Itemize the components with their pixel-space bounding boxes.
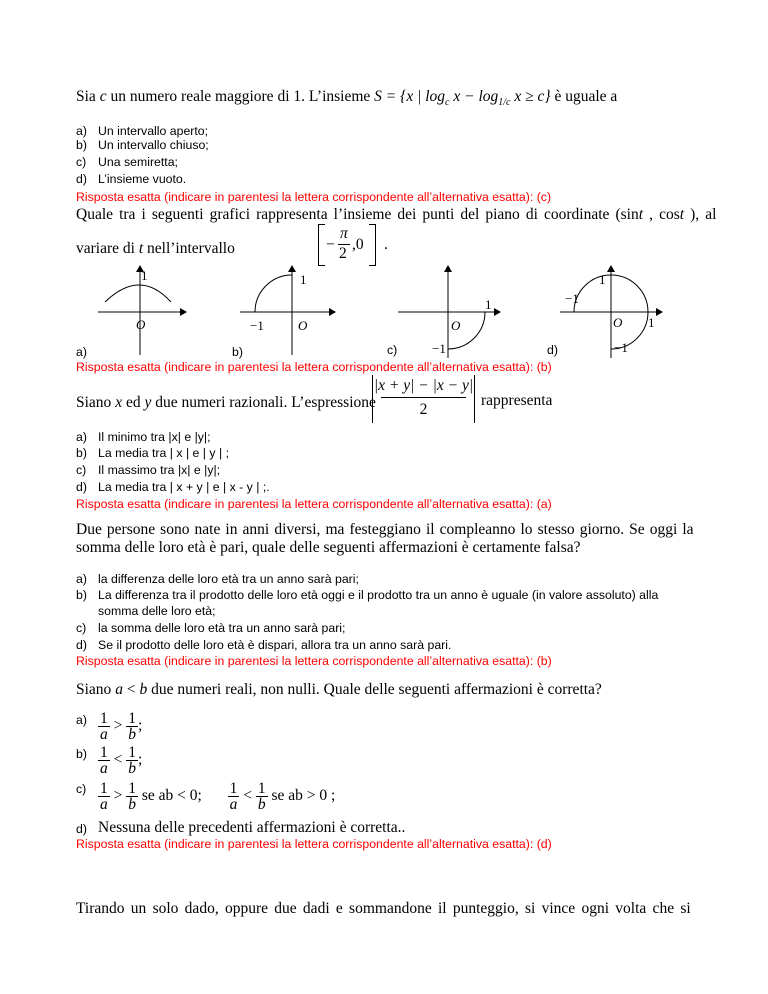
denominator: b bbox=[128, 796, 136, 813]
graph-c-label-minus-one: −1 bbox=[432, 341, 446, 356]
q1-option-a bbox=[76, 124, 208, 138]
q3-option-b bbox=[76, 446, 229, 460]
q2-graphs bbox=[0, 260, 768, 370]
fraction bbox=[98, 745, 110, 776]
option-letter: c) bbox=[76, 621, 87, 635]
q3-expression bbox=[372, 375, 475, 423]
q2-line1-end: ), al bbox=[684, 206, 717, 223]
graph-d bbox=[560, 266, 662, 358]
q5-semicolon: ; bbox=[138, 717, 143, 735]
option-letter: d) bbox=[76, 638, 87, 652]
q1-set-end: x ≥ c} bbox=[510, 88, 551, 105]
option-letter: a) bbox=[76, 572, 87, 586]
graph-d-origin: O bbox=[613, 315, 623, 330]
graph-d-label-minus-one: −1 bbox=[565, 291, 579, 306]
q5-var-b: b bbox=[139, 681, 148, 698]
fraction bbox=[126, 745, 138, 776]
q1-answer: Risposta esatta (indicare in parentesi la lettera corrispondente all’alternativa esatta): (c) bbox=[76, 190, 552, 204]
graph-letter-a: a) bbox=[76, 345, 87, 359]
q3-fraction-bar bbox=[381, 397, 466, 398]
q4-option-c bbox=[76, 621, 345, 635]
q5-answer: Risposta esatta (indicare in parentesi la lettera corrispondente all’alternativa esatta): (d) bbox=[76, 837, 552, 851]
option-letter: b) bbox=[76, 446, 87, 460]
q1-text-end: è uguale a bbox=[550, 88, 618, 105]
q5-option-b bbox=[98, 745, 142, 776]
q2-var-t: t bbox=[138, 240, 144, 257]
q4-option-a bbox=[76, 572, 359, 586]
q5-text bbox=[76, 681, 602, 699]
q4-line1: Due persone sono nate in anni diversi, ma festeggiano il compleanno lo stesso giorno. Se oggi la bbox=[76, 521, 694, 538]
q5-lt-sign: < bbox=[243, 787, 252, 805]
q2-var-t: t bbox=[679, 206, 685, 223]
q1-option-c bbox=[76, 155, 178, 169]
option-text: Se il prodotto delle loro età è dispari, allora tra un anno sarà pari. bbox=[98, 638, 452, 652]
interval-zero: ,0 bbox=[352, 236, 364, 253]
q4-option-d bbox=[76, 638, 451, 652]
q5-letter-a: a) bbox=[76, 713, 87, 727]
denominator: b bbox=[128, 760, 136, 777]
numerator: 1 bbox=[128, 710, 136, 727]
q3-ed: ed bbox=[122, 394, 145, 411]
graph-c bbox=[398, 266, 500, 358]
graph-a-arc bbox=[105, 285, 171, 302]
q1-sub1: c bbox=[445, 97, 450, 109]
q3-option-a bbox=[76, 430, 211, 444]
q5-gt: > bbox=[113, 717, 123, 735]
q5-option-a bbox=[98, 711, 142, 742]
q2-line1 bbox=[76, 206, 716, 224]
q5-gt: > bbox=[113, 787, 123, 805]
q5-var-a: a bbox=[115, 681, 123, 698]
q3-expr-denominator: 2 bbox=[419, 401, 428, 418]
graph-letter-d: d) bbox=[547, 343, 558, 357]
option-text: somma delle loro età; bbox=[98, 604, 216, 618]
q1-sub2: 1/c bbox=[498, 97, 511, 109]
q1-option-d bbox=[76, 172, 186, 186]
q1-text-after: un numero reale maggiore di 1. L’insieme bbox=[106, 88, 375, 105]
fraction bbox=[228, 781, 240, 812]
q4-line2: somma delle loro età è pari, quale delle seguenti affermazioni è certamente falsa? bbox=[76, 539, 581, 556]
interval-pi: π bbox=[340, 225, 348, 242]
q5-cond2: se ab > 0 ; bbox=[271, 787, 336, 805]
option-letter: d) bbox=[76, 172, 87, 186]
graph-letter-c: c) bbox=[387, 343, 398, 357]
option-letter: a) bbox=[76, 124, 87, 138]
graph-a bbox=[98, 266, 186, 355]
graph-b bbox=[240, 266, 335, 355]
q3-text-before: Siano bbox=[76, 394, 116, 411]
option-letter: a) bbox=[76, 430, 87, 444]
fraction bbox=[126, 781, 138, 812]
q2-line1-mid: , cos bbox=[643, 206, 680, 223]
option-letter: c) bbox=[76, 155, 87, 169]
numerator: 1 bbox=[100, 710, 108, 727]
q3-option-c bbox=[76, 463, 220, 477]
option-text: La differenza tra il prodotto delle loro età oggi e il prodotto tra un anno è uguale (in valore assoluto) alla bbox=[98, 588, 659, 602]
graph-b-arc bbox=[255, 275, 292, 312]
graph-b-origin: O bbox=[298, 318, 308, 333]
graph-d-label-one-x: 1 bbox=[648, 315, 655, 330]
q3-var-x: x bbox=[115, 394, 123, 411]
graph-d-label-minus-one-y: −1 bbox=[614, 340, 628, 355]
q4-option-b bbox=[76, 588, 658, 602]
q3-expr-numerator: |x + y| − |x − y| bbox=[373, 377, 474, 394]
q5-option-d: Nessuna delle precedenti affermazioni è corretta.. bbox=[98, 819, 406, 836]
interval-denominator: 2 bbox=[339, 245, 347, 262]
graph-c-origin: O bbox=[451, 318, 461, 333]
graph-a-label-one: 1 bbox=[141, 268, 148, 283]
fraction bbox=[126, 711, 138, 742]
q2-line2 bbox=[76, 240, 235, 258]
option-letter: c) bbox=[76, 463, 87, 477]
denominator: b bbox=[257, 796, 266, 813]
numerator: 1 bbox=[100, 780, 108, 797]
q5-letter-c: c) bbox=[76, 782, 87, 796]
q2-line2-end: nell’intervallo bbox=[143, 240, 235, 257]
denominator: b bbox=[128, 726, 136, 743]
graph-a-origin: O bbox=[136, 317, 146, 332]
denominator: a bbox=[100, 760, 108, 777]
interval-dot: . bbox=[384, 236, 388, 253]
numerator: 1 bbox=[257, 780, 266, 797]
q3-var-y: y bbox=[144, 394, 152, 411]
interval-minus: − bbox=[326, 236, 335, 253]
graph-c-label-one: 1 bbox=[485, 297, 492, 312]
q1-set-expr: S = {x | log bbox=[374, 88, 446, 105]
option-text: Il massimo tra |x| e |y|; bbox=[98, 463, 221, 477]
graph-b-label-one: 1 bbox=[300, 272, 307, 287]
q3-text-end: rappresenta bbox=[481, 392, 553, 409]
numerator: 1 bbox=[128, 744, 136, 761]
q3-answer: Risposta esatta (indicare in parentesi la lettera corrispondente all’alternativa esatta): (a) bbox=[76, 497, 552, 511]
q2-answer: Risposta esatta (indicare in parentesi la lettera corrispondente all’alternativa esatta): (b) bbox=[76, 360, 552, 374]
numerator: 1 bbox=[128, 780, 136, 797]
option-text: La media tra | x | e | y | ; bbox=[98, 446, 230, 460]
option-letter: b) bbox=[76, 138, 87, 152]
numerator: 1 bbox=[229, 780, 238, 797]
q5-letter-d: d) bbox=[76, 822, 87, 836]
q5-lt-sign: < bbox=[113, 751, 123, 769]
q1-text-before: Sia bbox=[76, 88, 100, 105]
numerator: 1 bbox=[100, 744, 108, 761]
q5-cond1: se ab < 0; bbox=[141, 787, 202, 805]
q5-text-before: Siano bbox=[76, 681, 116, 698]
option-letter: b) bbox=[76, 588, 87, 602]
option-letter: d) bbox=[76, 480, 87, 494]
q1-var-c: c bbox=[99, 88, 107, 105]
denominator: a bbox=[100, 726, 108, 743]
q4-answer: Risposta esatta (indicare in parentesi la lettera corrispondente all’alternativa esatta): (b) bbox=[76, 654, 552, 668]
option-text: Il minimo tra |x| e |y|; bbox=[98, 430, 211, 444]
q5-option-c bbox=[98, 781, 335, 812]
option-text: Un intervallo aperto; bbox=[98, 124, 209, 138]
q3-text-mid: due numeri razionali. L’espressione bbox=[151, 394, 376, 411]
denominator: a bbox=[100, 796, 108, 813]
graph-b-label-minus-one: −1 bbox=[250, 318, 264, 333]
q6-line1: Tirando un solo dado, oppure due dadi e sommandone il punteggio, si vince ogni volta che si bbox=[76, 900, 691, 917]
option-text: Una semiretta; bbox=[98, 155, 178, 169]
q1-text bbox=[76, 88, 617, 108]
q2-line1-text: Quale tra i seguenti grafici rappresenta l’insieme dei punti del piano di coordinate (sin bbox=[76, 206, 639, 223]
option-text: Un intervallo chiuso; bbox=[98, 138, 209, 152]
q5-semicolon: ; bbox=[138, 751, 143, 769]
option-text: La media tra | x + y | e | x - y | ;. bbox=[98, 480, 270, 494]
q5-letter-b: b) bbox=[76, 747, 87, 761]
q4-option-b-cont bbox=[76, 604, 216, 618]
fraction bbox=[98, 781, 110, 812]
option-text: la somma delle loro età tra un anno sarà pari; bbox=[98, 621, 346, 635]
q5-lt: < bbox=[122, 681, 140, 698]
q3-text bbox=[76, 394, 376, 412]
option-text: L’insieme vuoto. bbox=[98, 172, 187, 186]
denominator: a bbox=[229, 796, 238, 813]
fraction bbox=[256, 781, 268, 812]
graph-letter-b: b) bbox=[232, 345, 243, 359]
fraction bbox=[98, 711, 110, 742]
q3-option-d bbox=[76, 480, 270, 494]
q2-var-t: t bbox=[638, 206, 644, 223]
graph-d-label-one: 1 bbox=[599, 272, 606, 287]
option-text: la differenza delle loro età tra un anno sarà pari; bbox=[98, 572, 359, 586]
q1-option-b bbox=[76, 138, 209, 152]
q2-line2-text: variare di bbox=[76, 240, 139, 257]
q1-set-mid: x − log bbox=[449, 88, 499, 105]
q5-text-end: due numeri reali, non nulli. Quale delle seguenti affermazioni è corretta? bbox=[147, 681, 602, 698]
